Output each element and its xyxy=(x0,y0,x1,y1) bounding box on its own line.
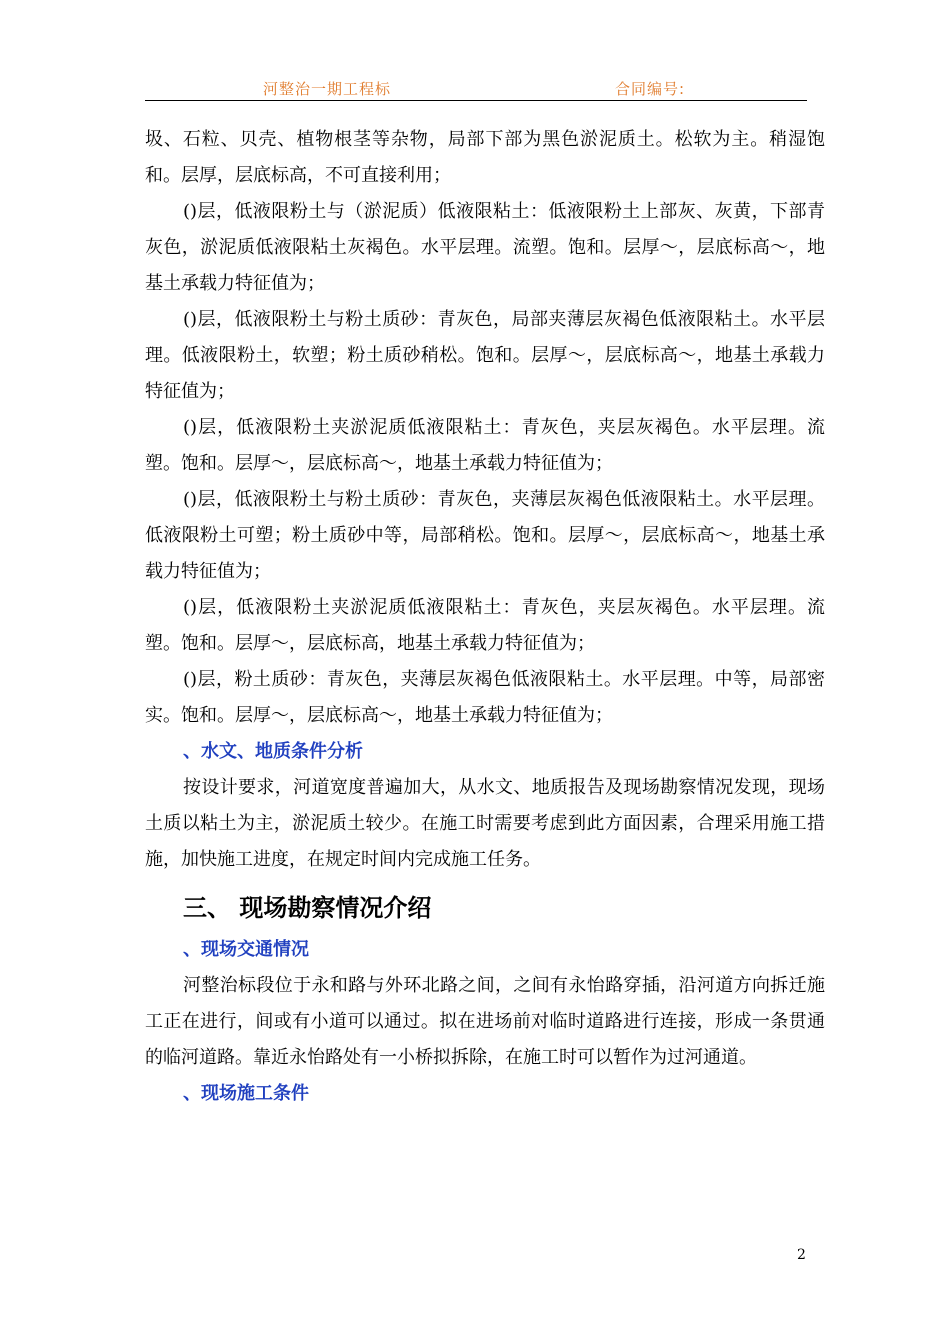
section-heading-site-survey: 三、 现场勘察情况介绍 xyxy=(183,894,432,922)
paragraph: 按设计要求，河道宽度普遍加大，从水文、地质报告及现场勘察情况发现，现场土质以粘土为主，淤泥质土较少。在施工时需要考虑到此方面因素，合理采用施工措施，加快施工进度，在规定时间内完成施工任务。 xyxy=(145,777,825,870)
paragraph: ()层，低液限粉土夹淤泥质低液限粘土：青灰色，夹层灰褐色。水平层理。流塑。饱和。层厚～，层底标高～，地基土承载力特征值为； xyxy=(145,417,825,474)
paragraph: ()层，低液限粉土夹淤泥质低液限粘土：青灰色，夹层灰褐色。水平层理。流塑。饱和。层厚～，层底标高，地基土承载力特征值为； xyxy=(145,597,825,654)
paragraph: 河整治标段位于永和路与外环北路之间，之间有永怡路穿插，沿河道方向拆迁施工正在进行，间或有小道可以通过。拟在进场前对临时道路进行连接，形成一条贯通的临河道路。靠近永怡路处有一小桥拟拆除，在施工时可以暂作为过河通道。 xyxy=(145,975,825,1068)
paragraph: ()层，低液限粉土与（淤泥质）低液限粘土：低液限粉土上部灰、灰黄，下部青灰色，淤泥质低液限粘土灰褐色。水平层理。流塑。饱和。层厚～，层底标高～，地基土承载力特征值为； xyxy=(145,201,825,294)
page-header xyxy=(145,78,807,101)
paragraph: ()层，低液限粉土与粉土质砂：青灰色，夹薄层灰褐色低液限粘土。水平层理。低液限粉土可塑；粉土质砂中等，局部稍松。饱和。层厚～，层底标高～，地基土承载力特征值为； xyxy=(145,489,825,582)
subheading-hydrology-geology: 、水文、地质条件分析 xyxy=(183,741,363,762)
subheading-site-traffic: 、现场交通情况 xyxy=(183,939,309,960)
subheading-site-conditions: 、现场施工条件 xyxy=(183,1083,309,1104)
document-body xyxy=(145,122,825,1112)
page-number: 2 xyxy=(797,1247,806,1263)
paragraph: ()层，低液限粉土与粉土质砂：青灰色，局部夹薄层灰褐色低液限粘土。水平层理。低液限粉土，软塑；粉土质砂稍松。饱和。层厚～，层底标高～，地基土承载力特征值为； xyxy=(145,309,825,402)
header-contract-number: 合同编号: xyxy=(615,80,686,98)
paragraph: ()层，粉土质砂：青灰色，夹薄层灰褐色低液限粘土。水平层理。中等，局部密实。饱和。层厚～，层底标高～，地基土承载力特征值为； xyxy=(145,669,825,726)
header-project-name: 河整治一期工程标 xyxy=(263,80,392,98)
paragraph: 圾、石粒、贝壳、植物根茎等杂物，局部下部为黑色淤泥质土。松软为主。稍湿饱和。层厚，层底标高，不可直接利用； xyxy=(145,129,825,186)
